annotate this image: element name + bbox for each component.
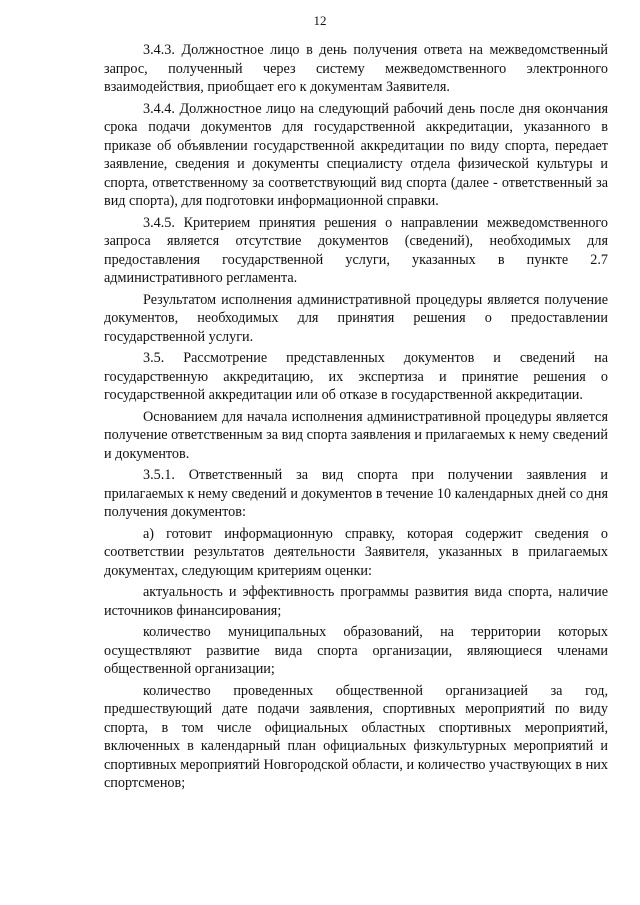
paragraph-3-4-3: 3.4.3. Должностное лицо в день получения ответа на межведомственный запрос, полученный через систему межведомственного электронного взаимодействия, приобщает его к документам Заявителя. xyxy=(104,42,608,95)
paragraph-3-4-4: 3.4.4. Должностное лицо на следующий рабочий день после дня окончания срока подачи документов для государственной аккредитации, указанного в приказе об объявлении государственной аккредитации по виду спорта, передает заявление, сведения и документы специалисту отдела физической культуры и спорта, ответственному за соответствующий вид спорта (далее - ответственный за вид спорта), для подготовки информационной справки. xyxy=(104,100,608,209)
paragraph-criterion-program: актуальность и эффективность программы развития вида спорта, наличие источников финансирования; xyxy=(104,584,608,619)
paragraph-basis: Основанием для начала исполнения административной процедуры является получение ответственным за вид спорта заявления и прилагаемых к нему сведений и документов. xyxy=(104,408,608,462)
paragraph-3-5-1: 3.5.1. Ответственный за вид спорта при получении заявления и прилагаемых к нему сведений и документов в течение 10 календарных дней со дня получения документов: xyxy=(104,467,608,520)
page-number: 12 xyxy=(313,13,327,28)
paragraph-3-5: 3.5. Рассмотрение представленных документов и сведений на государственную аккредитацию, их экспертиза и принятие решения о государственной аккредитации или об отказе в государственной аккредитации. xyxy=(104,350,608,403)
document-body xyxy=(104,41,608,793)
paragraph-3-4-5: 3.4.5. Критерием принятия решения о направлении межведомственного запроса является отсутствие документов (сведений), необходимых для предоставления государственной услуги, указанных в пункте 2.7 административного регламента. xyxy=(104,214,608,286)
paragraph-result: Результатом исполнения административной процедуры является получение документов, необходимых для принятия решения о предоставлении государственной услуги. xyxy=(104,291,608,345)
paragraph-criterion-municipalities: количество муниципальных образований, на территории которых осуществляют развитие вида спорта организации, являющиеся членами общественной организации; xyxy=(104,624,608,677)
paragraph-item-a: а) готовит информационную справку, которая содержит сведения о соответствии результатов деятельности Заявителя, указанных в прилагаемых документах, следующим критериям оценки: xyxy=(104,525,608,579)
paragraph-criterion-events: количество проведенных общественной организацией за год, предшествующий дате подачи заявления, спортивных мероприятий по виду спорта, в том числе официальных областных спортивных мероприятий, включенных в календарный план официальных физкультурных мероприятий и спортивных мероприятий Новгородской области, и количество участвующих в них спортсменов; xyxy=(104,682,608,791)
